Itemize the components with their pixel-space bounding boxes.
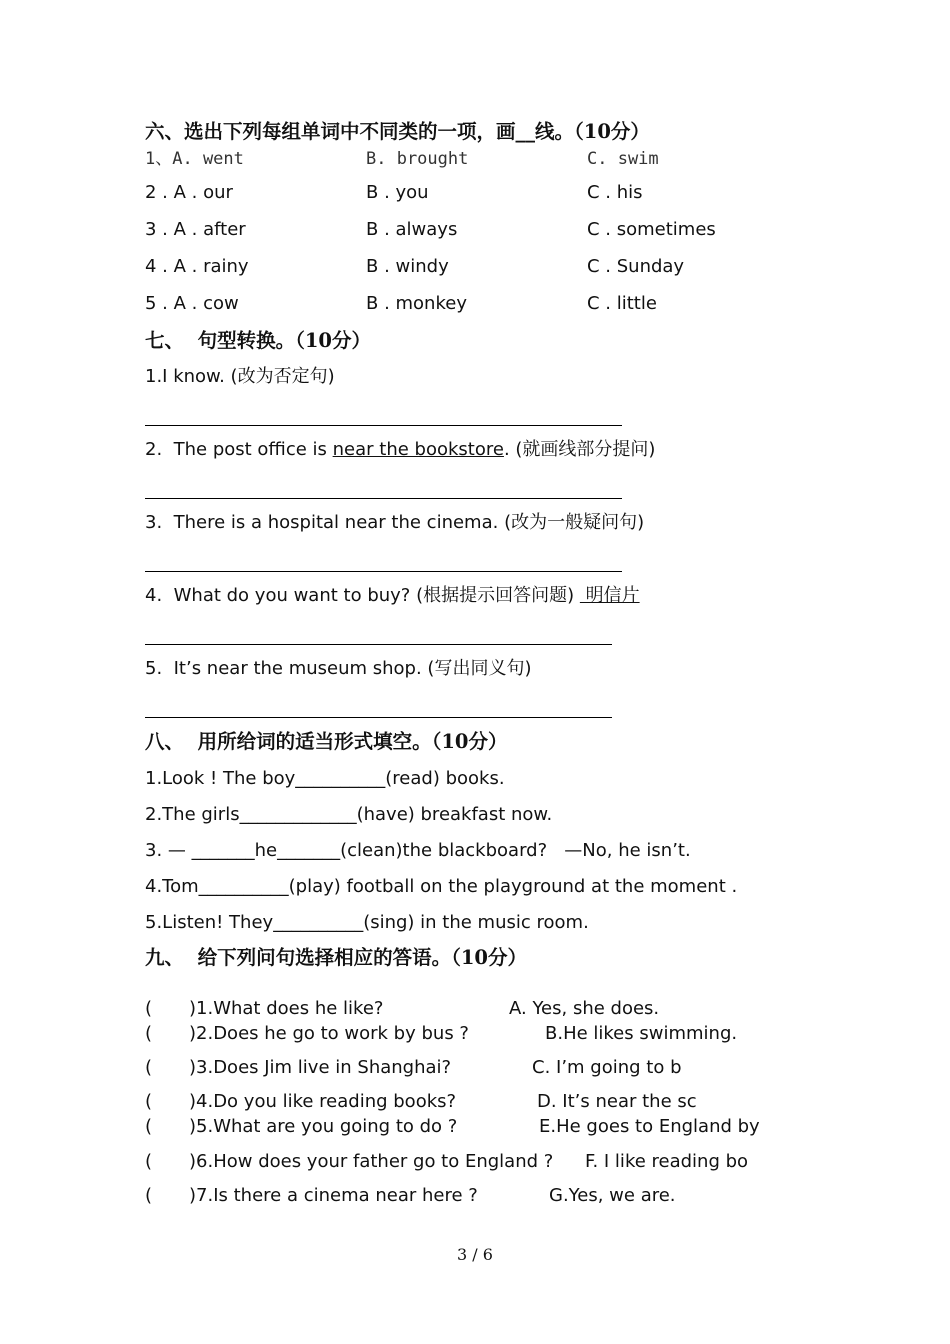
s9-question-6: )6.How does your father go to England ?	[189, 1151, 554, 1172]
s9-question-5: )5.What are you going to do ?	[189, 1116, 458, 1137]
section-9-title: 九、 给下列问句选择相应的答语。（10分）	[145, 946, 527, 969]
s9-answer-a: A. Yes, she does.	[509, 998, 660, 1019]
s8-line-5: 5.Listen! They__________(sing) in the music room.	[145, 912, 589, 933]
s6-row5-c: C . little	[587, 293, 657, 314]
s6-row4-b: B . windy	[366, 256, 449, 277]
s9-paren-4: (	[145, 1091, 153, 1112]
s6-row3-b: B . always	[366, 219, 458, 240]
s6-row2-c: C . his	[587, 182, 643, 203]
answer-line-3[interactable]	[145, 571, 622, 572]
s6-row3-a: 3 . A . after	[145, 219, 246, 240]
s8-line-4: 4.Tom__________(play) football on the playground at the moment .	[145, 876, 738, 897]
s6-row2-a: 2 . A . our	[145, 182, 233, 203]
s9-answer-c: C. I’m going to b	[532, 1057, 682, 1078]
s6-row3-c: C . sometimes	[587, 219, 716, 240]
s6-row1-b: B. brought	[366, 149, 469, 169]
s9-paren-1: (	[145, 998, 153, 1019]
s9-question-3: )3.Does Jim live in Shanghai?	[189, 1057, 452, 1078]
section-6-title: 六、选出下列每组单词中不同类的一项，画__线。（10分）	[145, 120, 650, 143]
section-7-title: 七、 句型转换。（10分）	[145, 329, 371, 352]
s6-row2-b: B . you	[366, 182, 429, 203]
s9-paren-2: (	[145, 1023, 153, 1044]
s9-question-7: )7.Is there a cinema near here ?	[189, 1185, 478, 1206]
s9-answer-f: F. I like reading bo	[585, 1151, 749, 1172]
s7-question-1: 1.I know. (改为否定句)	[145, 366, 335, 387]
s8-line-1: 1.Look ! The boy__________(read) books.	[145, 768, 505, 789]
s9-question-4: )4.Do you like reading books?	[189, 1091, 457, 1112]
s6-row5-b: B . monkey	[366, 293, 467, 314]
s6-row1-a: 1、A. went	[145, 149, 244, 169]
s9-paren-6: (	[145, 1151, 153, 1172]
s7-question-4: 4. What do you want to buy? (根据提示回答问题) 明信片	[145, 585, 640, 606]
answer-line-4[interactable]	[145, 644, 612, 645]
section-8-title: 八、 用所给词的适当形式填空。（10分）	[145, 730, 508, 753]
s7-question-3: 3. There is a hospital near the cinema. (改为一般疑问句)	[145, 512, 645, 533]
s9-answer-b: B.He likes swimming.	[545, 1023, 738, 1044]
s9-answer-g: G.Yes, we are.	[549, 1185, 676, 1206]
s6-row4-c: C . Sunday	[587, 256, 685, 277]
s8-line-3: 3. — _______he_______(clean)the blackboard? —No, he isn’t.	[145, 840, 691, 861]
answer-line-5[interactable]	[145, 717, 612, 718]
s9-question-2: )2.Does he go to work by bus ?	[189, 1023, 469, 1044]
s7-question-2: 2. The post office is near the bookstore. (就画线部分提问)	[145, 439, 656, 460]
s9-paren-3: (	[145, 1057, 153, 1078]
s9-question-1: )1.What does he like?	[189, 998, 384, 1019]
s9-paren-7: (	[145, 1185, 153, 1206]
s9-answer-e: E.He goes to England by	[539, 1116, 760, 1137]
hint-word: 明信片	[579, 585, 640, 606]
answer-line-2[interactable]	[145, 498, 622, 499]
underlined-phrase: near the bookstore	[332, 439, 504, 460]
s8-line-2: 2.The girls_____________(have) breakfast now.	[145, 804, 553, 825]
s9-answer-d: D. It’s near the sc	[537, 1091, 697, 1112]
s6-row1-c: C. swim	[587, 149, 659, 169]
answer-line-1[interactable]	[145, 425, 622, 426]
s9-paren-5: (	[145, 1116, 153, 1137]
page-number: 3 / 6	[457, 1245, 493, 1264]
s6-row4-a: 4 . A . rainy	[145, 256, 249, 277]
s6-row5-a: 5 . A . cow	[145, 293, 239, 314]
s7-question-5: 5. It’s near the museum shop. (写出同义句)	[145, 658, 532, 679]
